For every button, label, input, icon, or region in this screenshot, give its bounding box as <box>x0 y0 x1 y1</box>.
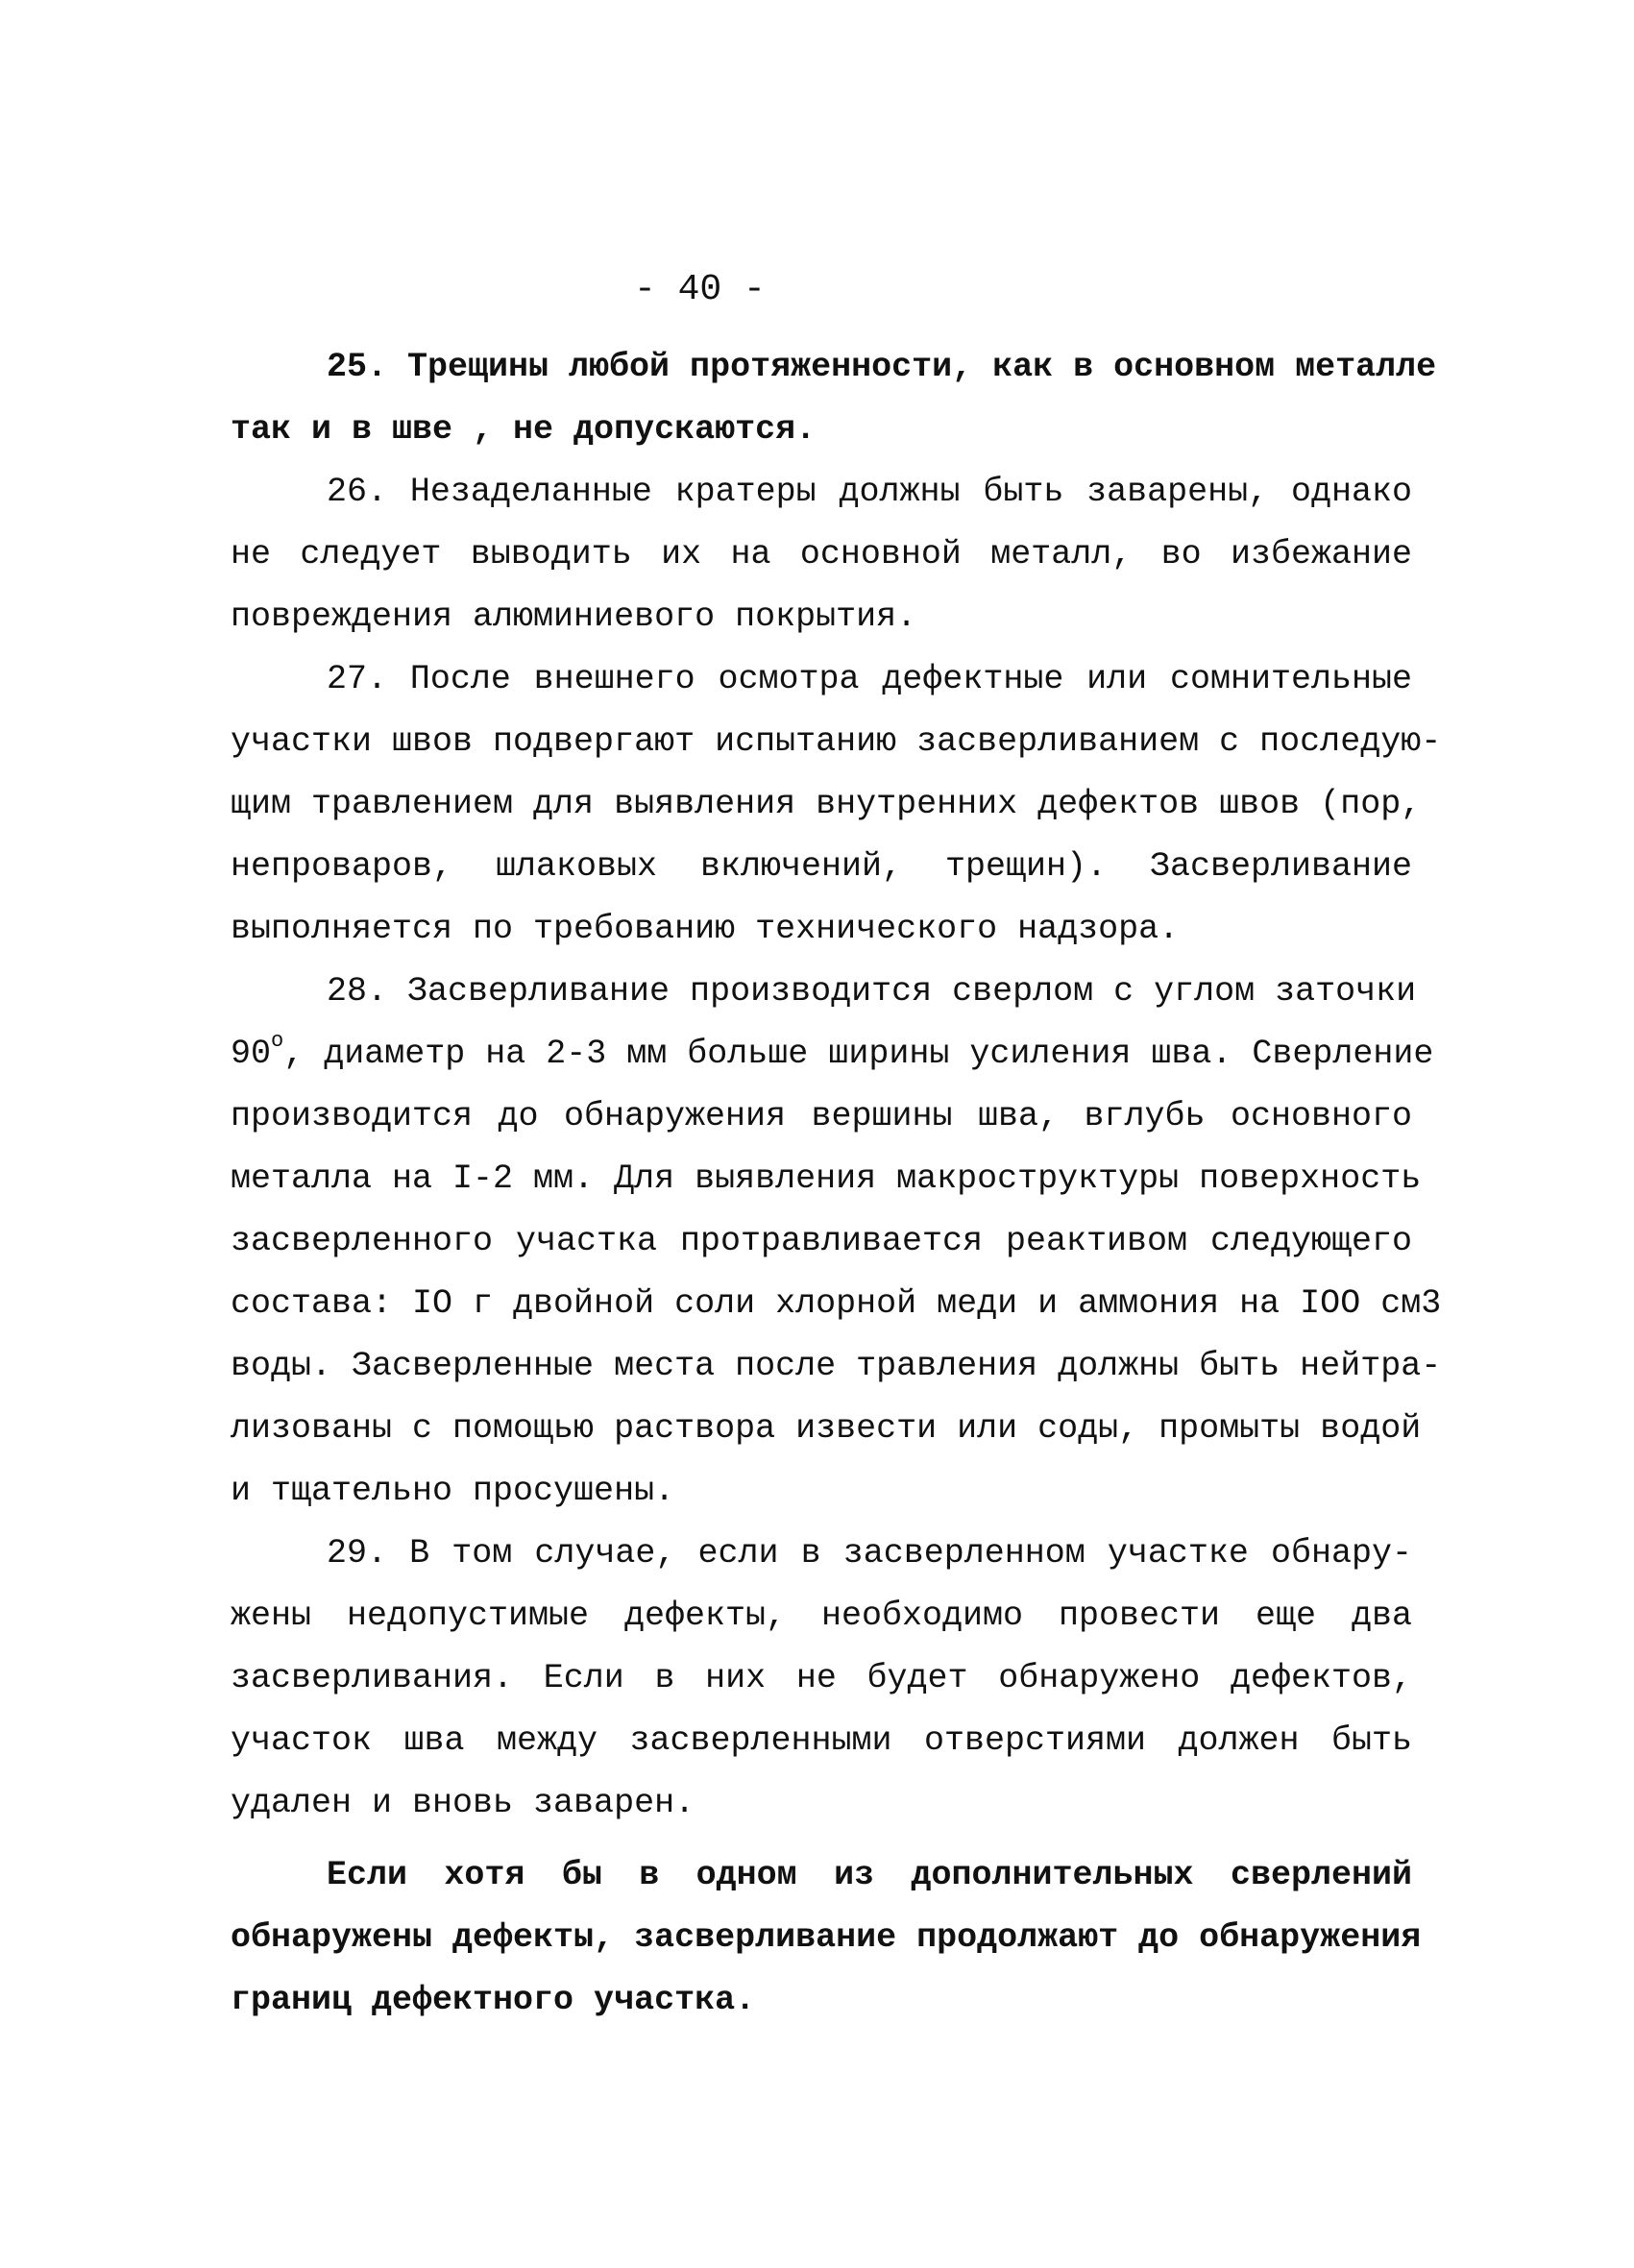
paragraph-line: 28. Засверливание производится сверлом с углом заточки <box>327 972 1417 1011</box>
paragraph-line: границ дефектного участка. <box>231 1981 756 2019</box>
paragraph-line: участки швов подвергают испытанию засверливанием с последую- <box>231 722 1442 761</box>
paragraph-line <box>231 1025 1434 1083</box>
paragraph-line: 29. В том случае, если в засверленном участке обнару- <box>327 1534 1412 1573</box>
paragraph-line: состава: IO г двойной соли хлорной меди и аммония на IOO см3 <box>231 1284 1442 1323</box>
page-number: - 40 - <box>634 269 766 310</box>
paragraph-line: и тщательно просушены. <box>231 1472 675 1510</box>
paragraph-line: 25. Трещины любой протяженности, как в основном металле <box>327 348 1437 386</box>
paragraph-line: так и в шве , не допускаются. <box>231 410 817 449</box>
paragraph-line: обнаружены дефекты, засверливание продолжают до обнаружения <box>231 1918 1422 1957</box>
paragraph-line: металла на I-2 мм. Для выявления макроструктуры поверхность <box>231 1159 1422 1198</box>
paragraph-line: 26. Незаделанные кратеры должны быть заварены, однако <box>327 473 1412 511</box>
paragraph-line: выполняется по требованию технического надзора. <box>231 910 1180 948</box>
paragraph-line: щим травлением для выявления внутренних дефектов швов (пор, <box>231 785 1422 823</box>
angle-value: 90 <box>231 1035 272 1073</box>
paragraph-line: жены недопустимые дефекты, необходимо провести еще два <box>231 1597 1412 1635</box>
paragraph-line: воды. Засверленные места после травления должны быть нейтра- <box>231 1347 1442 1385</box>
paragraph-line-rest: , диаметр на 2-3 мм больше ширины усиления шва. Сверление <box>283 1035 1434 1073</box>
paragraph-line: лизованы с помощью раствора извести или соды, промыты водой <box>231 1409 1422 1448</box>
paragraph-line: удален и вновь заварен. <box>231 1784 695 1822</box>
paragraph-line: засверливания. Если в них не будет обнаружено дефектов, <box>231 1659 1412 1697</box>
paragraph-line: непроваров, шлаковых включений, трещин). Засверливание <box>231 847 1412 886</box>
paragraph-line: повреждения алюминиевого покрытия. <box>231 597 917 636</box>
paragraph-line: не следует выводить их на основной металл, во избежание <box>231 535 1412 573</box>
paragraph-line: засверленного участка протравливается реактивом следующего <box>231 1222 1412 1260</box>
degree-sign: о <box>271 1029 284 1054</box>
paragraph-line: 27. После внешнего осмотра дефектные или сомнительные <box>327 660 1412 698</box>
paragraph-line: Если хотя бы в одном из дополнительных сверлений <box>327 1856 1412 1894</box>
paragraph-line: участок шва между засверленными отверстиями должен быть <box>231 1721 1412 1760</box>
paragraph-line: производится до обнаружения вершины шва, вглубь основного <box>231 1097 1412 1135</box>
